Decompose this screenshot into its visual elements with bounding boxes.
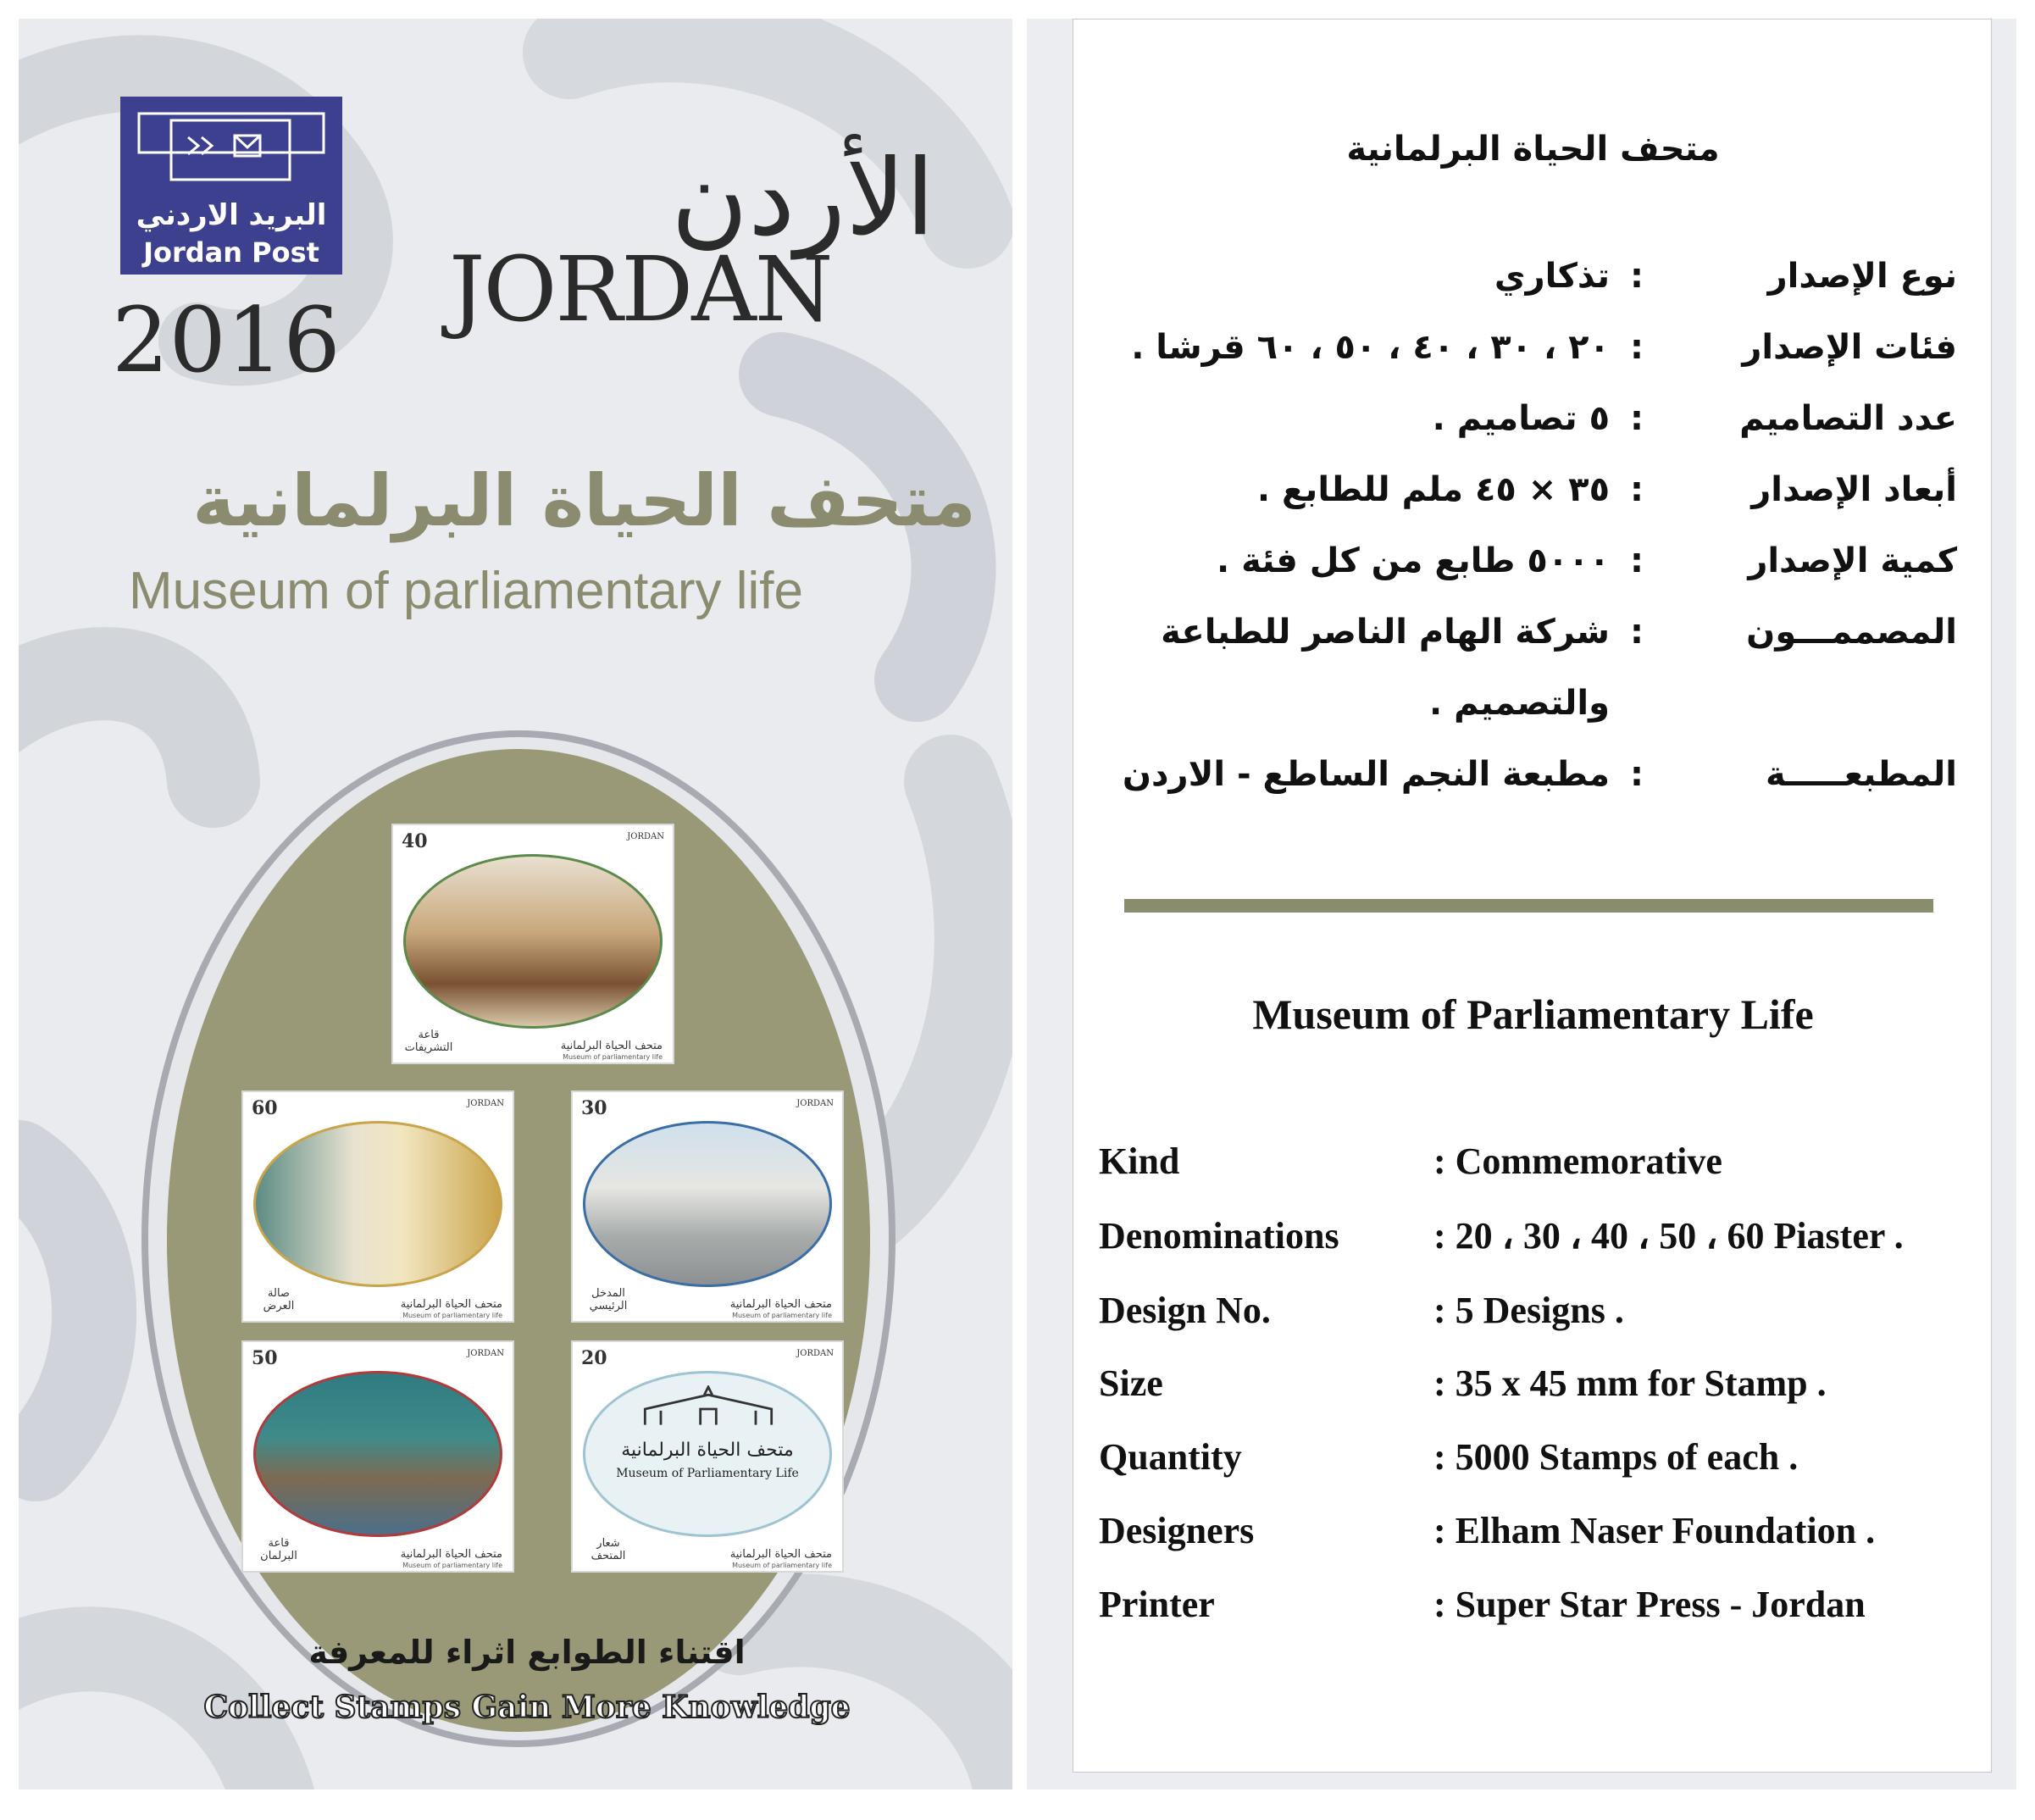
- info-value: مطبعة النجم الساطع - الاردن: [1122, 755, 1610, 794]
- info-colon: :: [1630, 328, 1644, 367]
- info-row-english: [1099, 1140, 1980, 1190]
- info-value: شركة الهام الناصر للطباعة: [1161, 613, 1610, 652]
- stamp-caption: متحف الحياة البرلمانية: [400, 1548, 502, 1561]
- info-value: : Elham Naser Foundation .: [1433, 1510, 1876, 1551]
- jordan-post-logo: [120, 97, 342, 275]
- info-value: : 35 x 45 mm for Stamp .: [1433, 1362, 1827, 1404]
- info-label: فئات الإصدار: [1742, 328, 1957, 367]
- stamp-caption: متحف الحياة البرلمانية: [729, 1548, 832, 1561]
- info-row-arabic: [1110, 613, 1957, 663]
- info-value: : 5000 Stamps of each .: [1433, 1436, 1799, 1478]
- info-label: Size: [1099, 1362, 1163, 1404]
- stamp-subcaption: Museum of parliamentary life: [732, 1312, 832, 1319]
- info-row-english: [1099, 1362, 1980, 1412]
- info-label: المصممـــون: [1746, 613, 1957, 652]
- stamp-image-exhibition-hall: [253, 1121, 502, 1287]
- stamp-subcaption: Museum of parliamentary life: [402, 1562, 502, 1569]
- stamp-50: [241, 1340, 514, 1573]
- info-value: : 5 Designs .: [1433, 1290, 1624, 1331]
- info-label: Designers: [1099, 1510, 1255, 1551]
- emblem-title-arabic: متحف الحياة البرلمانية: [621, 1440, 794, 1461]
- stamp-subcaption: Museum of parliamentary life: [563, 1053, 663, 1061]
- info-row-arabic: [1110, 684, 1957, 735]
- info-row-english: [1099, 1509, 1980, 1560]
- info-row-arabic: [1110, 755, 1957, 806]
- info-colon: :: [1630, 541, 1644, 580]
- stamp-brand: JORDAN: [467, 1349, 504, 1358]
- section-divider: [1124, 899, 1933, 913]
- brochure-front-panel: [19, 19, 1012, 1789]
- info-colon: :: [1630, 470, 1644, 509]
- stamp-side-caption: صالة العرض: [263, 1287, 295, 1312]
- info-value: : 20 ، 30 ، 40 ، 50 ، 60 Piaster .: [1433, 1215, 1904, 1257]
- stamp-brand: JORDAN: [796, 1099, 834, 1108]
- stamp-subcaption: Museum of parliamentary life: [402, 1312, 502, 1319]
- stamp-caption: متحف الحياة البرلمانية: [729, 1298, 832, 1311]
- info-colon: :: [1630, 399, 1644, 438]
- info-label: Denominations: [1099, 1215, 1339, 1257]
- stamp-value: 60: [252, 1097, 278, 1119]
- info-value: والتصميم .: [1429, 684, 1610, 723]
- info-label: أبعاد الإصدار: [1751, 470, 1957, 509]
- stamp-20: [571, 1340, 844, 1573]
- stamp-side-caption: قاعة التشريفات: [404, 1029, 453, 1054]
- post-envelope-icon: [137, 112, 325, 197]
- info-colon: :: [1630, 755, 1644, 794]
- stamp-brand: JORDAN: [467, 1099, 504, 1108]
- info-colon: :: [1630, 613, 1644, 652]
- stamp-side-caption: المدخل الرئيسي: [589, 1287, 628, 1312]
- stamp-image-parliament-hall: [253, 1371, 502, 1537]
- info-label: Printer: [1099, 1584, 1215, 1625]
- stamp-value: 40: [402, 830, 428, 852]
- info-label: Design No.: [1099, 1290, 1271, 1331]
- slogan-arabic: اقتناء الطوابع اثراء للمعرفة: [308, 1634, 746, 1671]
- stamp-value: 50: [252, 1347, 278, 1369]
- info-row-arabic: [1110, 328, 1957, 379]
- country-name-english: JORDAN: [449, 237, 832, 341]
- info-row-english: [1099, 1289, 1980, 1340]
- info-value: ٣٥ × ٤٥ ملم للطابع .: [1256, 470, 1610, 509]
- info-label: كمية الإصدار: [1748, 541, 1957, 580]
- info-row-arabic: [1110, 541, 1957, 592]
- emblem-title-english: Museum of Parliamentary Life: [616, 1467, 799, 1480]
- info-value: ٥٠٠٠ طابع من كل فئة .: [1216, 541, 1610, 580]
- brochure-info-panel: [1027, 19, 2016, 1789]
- info-label: Quantity: [1099, 1436, 1242, 1478]
- stamp-image-main-entrance: [583, 1121, 832, 1287]
- info-value: ٢٠ ، ٣٠ ، ٤٠ ، ٥٠ ، ٦٠ قرشا .: [1131, 328, 1610, 367]
- stamp-60: [241, 1090, 514, 1323]
- info-row-english: [1099, 1583, 1980, 1634]
- logo-arabic-text: البريد الاردني: [136, 198, 327, 232]
- stamp-brand: JORDAN: [627, 832, 664, 841]
- info-colon: :: [1630, 257, 1644, 296]
- stamp-value: 20: [581, 1347, 607, 1369]
- info-row-arabic: [1110, 257, 1957, 308]
- brochure-title-arabic: متحف الحياة البرلمانية: [192, 459, 976, 542]
- info-value: تذكاري: [1494, 257, 1610, 296]
- info-label: المطبعـــــة: [1765, 755, 1957, 794]
- info-row-english: [1099, 1214, 1980, 1265]
- info-card: [1073, 19, 1992, 1773]
- stamp-brand: JORDAN: [796, 1349, 834, 1358]
- stamp-40: [391, 824, 674, 1064]
- info-value: ٥ تصاميم .: [1432, 399, 1610, 438]
- stamp-30: [571, 1090, 844, 1323]
- info-value: : Commemorative: [1433, 1140, 1722, 1182]
- slogan-english: Collect Stamps Gain More Knowledge: [203, 1690, 851, 1725]
- stamp-side-caption: قاعة البرلمان: [260, 1537, 297, 1562]
- info-title-arabic: متحف الحياة البرلمانية: [1346, 130, 1720, 169]
- info-value: : Super Star Press - Jordan: [1433, 1584, 1866, 1625]
- stamp-caption: متحف الحياة البرلمانية: [400, 1298, 502, 1311]
- info-label: نوع الإصدار: [1767, 257, 1957, 296]
- stamp-caption: متحف الحياة البرلمانية: [560, 1040, 663, 1052]
- stamp-image-museum-emblem: [583, 1371, 832, 1537]
- info-row-english: [1099, 1435, 1980, 1486]
- brochure-title-english: Museum of parliamentary life: [129, 562, 803, 620]
- stamp-image-reception-hall: [403, 854, 663, 1029]
- stamp-subcaption: Museum of parliamentary life: [732, 1562, 832, 1569]
- issue-year: 2016: [112, 288, 341, 392]
- logo-english-text: Jordan Post: [143, 236, 319, 269]
- stamp-side-caption: شعار المتحف: [591, 1537, 626, 1562]
- info-label: عدد التصاميم: [1739, 399, 1957, 438]
- info-title-english: Museum of Parliamentary Life: [1252, 990, 1814, 1038]
- stamp-value: 30: [581, 1097, 607, 1119]
- country-name-arabic: الأردن: [671, 137, 935, 259]
- info-row-arabic: [1110, 470, 1957, 521]
- museum-building-icon: [628, 1385, 789, 1433]
- info-label: Kind: [1099, 1140, 1180, 1182]
- info-row-arabic: [1110, 399, 1957, 450]
